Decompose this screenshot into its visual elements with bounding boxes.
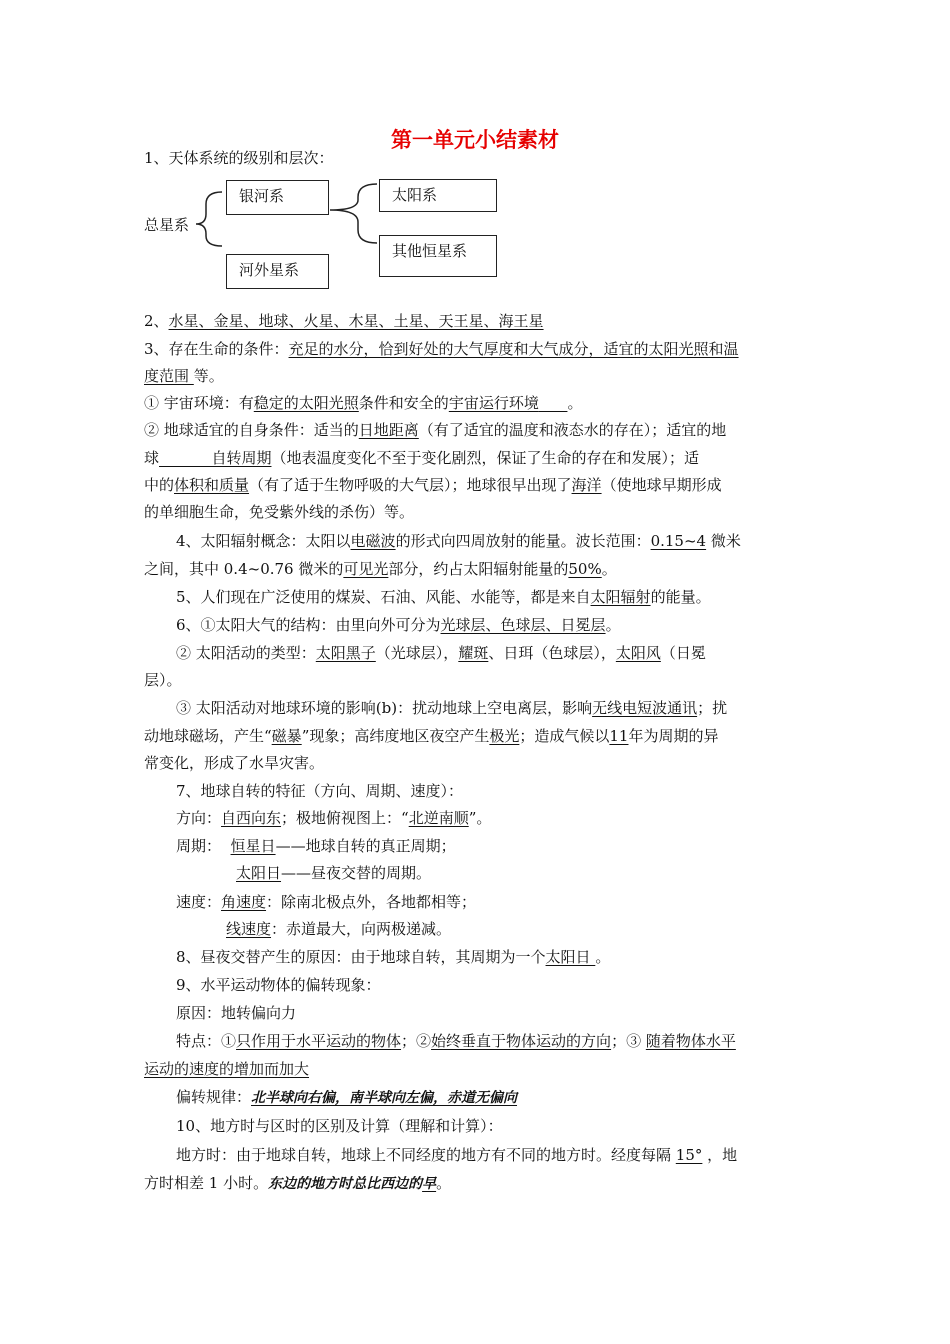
s6f: （光球层）， (375, 644, 459, 662)
d3: ；极地俯视图上：“ (281, 809, 409, 827)
s6m: ③ 太阳活动对地球环境的影响(b)：扰动地球上空电离层，影响 (176, 699, 593, 717)
v1: 速度： (176, 893, 222, 911)
section-6-line-1 (176, 615, 621, 635)
rotation-period: 自转周期 (159, 449, 272, 467)
earth-conditions-line-1 (144, 420, 726, 440)
node-milky-way: 银河系 (226, 180, 329, 215)
e3a: 中的 (144, 476, 175, 494)
features-line-1 (176, 1031, 736, 1051)
east-earlier: 东边的地方时总比西边的 (268, 1176, 423, 1192)
cause-line: 原因：地转偏向力 (176, 1004, 297, 1022)
e1c: （有了适宜的温度和液态水的存在）；适宜的地 (418, 421, 727, 439)
s4e: 微米 (706, 532, 741, 550)
node-solar-system: 太阳系 (379, 179, 497, 212)
section-6-line-4 (176, 698, 727, 718)
e2c: （地表温度变化不至于变化剧烈，保证了生命的存在和发展）；适 (271, 449, 699, 467)
u1a: ① 宇宙环境：有 (144, 394, 254, 412)
p5: ——昼夜交替的周期。 (281, 864, 432, 882)
u1c: 条件和安全的 (358, 394, 449, 412)
local-time-line-1 (176, 1145, 737, 1165)
p3: ——地球自转的真正周期； (275, 837, 456, 855)
section-3-line-2 (144, 366, 224, 386)
feature-3-cont: 运动的速度的增加而加大 (144, 1060, 310, 1078)
section-5 (176, 587, 711, 607)
s6a: 6、①太阳大气的结构：由里向外可分为 (176, 616, 441, 634)
s10d: 方时相差 1 小时。 (144, 1174, 269, 1192)
aurora: 极光 (489, 727, 520, 745)
e3c: （有了适于生物呼吸的大气层）；地球很早出现了 (249, 476, 572, 494)
sunspots: 太阳黑子 (315, 644, 376, 662)
s6d: ② 太阳活动的类型： (176, 644, 316, 662)
s6t: ；造成气候以 (519, 727, 610, 745)
s3-label: 3、存在生命的条件： (144, 340, 289, 358)
node-universe: 总星系 (144, 216, 190, 234)
volume-mass: 体积和质量 (174, 476, 250, 494)
local-time-line-2 (144, 1173, 451, 1194)
deflection-rule-line (176, 1087, 517, 1108)
cosmic-environment-line (144, 393, 582, 413)
direction-line (176, 808, 491, 828)
safe-orbit: 宇宙运行环境 (448, 394, 539, 412)
angular-velocity: 角速度 (221, 893, 267, 911)
feature-3: 随着物体水平 (645, 1032, 736, 1050)
s8c: 。 (595, 948, 611, 966)
solar-day: 太阳日 (236, 864, 282, 882)
earth-conditions-line-3 (144, 475, 722, 495)
flares: 耀斑 (458, 644, 489, 662)
period-line-2 (236, 863, 431, 883)
linear-velocity: 线速度 (226, 920, 272, 938)
s8a: 8、昼夜交替产生的原因：由于地球自转，其周期为一个 (176, 948, 546, 966)
wavelength-range: 0.15~4 (650, 532, 707, 550)
solar-radiation: 太阳辐射 (590, 588, 651, 606)
u1f: 。 (567, 394, 583, 412)
section-6-line-5 (144, 726, 719, 746)
s2-prefix: 2、 (144, 312, 169, 330)
s4c: 的形式向四周放射的能量。波长范围： (395, 532, 651, 550)
section-3-line-1 (144, 339, 739, 359)
section-1-heading: 1、天体系统的级别和层次： (144, 149, 334, 167)
features-line-2 (144, 1059, 309, 1079)
t1: 特点：① (176, 1032, 237, 1050)
west-to-east: 自西向东 (221, 809, 282, 827)
s6r: ”现象；高纬度地区夜空产生 (301, 727, 490, 745)
feature-2: 始终垂直于物体运动的方向 (431, 1032, 612, 1050)
s3-answer-cont: 度范围 (144, 367, 194, 385)
s6h: 、日珥（色球层）， (488, 644, 616, 662)
solar-wind: 太阳风 (615, 644, 661, 662)
s6w: 年为周期的异 (628, 727, 719, 745)
s4f: 之间，其中 0.4~0.76 微米的 (144, 560, 344, 578)
s4a: 4、太阳辐射概念：太阳以 (176, 532, 351, 550)
fifteen-degrees: 15° (675, 1146, 703, 1164)
eleven-years: 11 (609, 727, 629, 745)
section-6-line-6: 常变化，形成了水旱灾害。 (144, 754, 325, 772)
v3: ：除南北极点外，各地都相等； (266, 893, 477, 911)
stable-sunlight: 稳定的太阳光照 (253, 394, 359, 412)
sun-earth-distance: 日地距离 (358, 421, 419, 439)
e3e: （使地球早期形成 (601, 476, 722, 494)
section-2 (144, 311, 544, 331)
earth-conditions-line-2 (144, 448, 699, 468)
s6k: （日冕 (660, 644, 706, 662)
section-7-heading: 7、地球自转的特征（方向、周期、速度）： (176, 782, 464, 800)
s3-tail: 等。 (193, 367, 224, 385)
one-solar-day: 太阳日 (545, 948, 596, 966)
section-10-heading: 10、地方时与区时的区别及计算（理解和计算）： (176, 1117, 503, 1135)
north-ccw-south-cw: 北逆南顺 (408, 809, 469, 827)
earlier: 早 (422, 1176, 437, 1192)
planet-list: 水星、金星、地球、火星、木星、土星、天王星、海王星 (168, 312, 544, 330)
s10c: ，地 (702, 1146, 738, 1164)
radio-shortwave: 无线电短波通讯 (592, 699, 698, 717)
period-line-1 (176, 836, 456, 856)
s3-answer: 充足的水分，恰到好处的大气厚度和大气成分，适宜的太阳光照和温 (288, 340, 739, 358)
node-other-star-systems: 其他恒星系 (379, 235, 497, 277)
section-4-line-2 (144, 559, 617, 579)
s5a: 5、人们现在广泛使用的煤炭、石油、风能、水能等，都是来自 (176, 588, 591, 606)
g1: 偏转规律： (176, 1088, 252, 1106)
p1: 周期： (176, 837, 231, 855)
v5: ：赤道最大，向两极递减。 (271, 920, 452, 938)
magnetic-storm: 磁暴 (271, 727, 302, 745)
section-4-line-1 (176, 531, 741, 551)
s5c: 的能量。 (650, 588, 711, 606)
hierarchy-braces (0, 0, 950, 320)
s6o: ；扰 (697, 699, 728, 717)
fifty-percent: 50% (568, 560, 602, 578)
u1e (539, 394, 568, 412)
section-9-heading: 9、水平运动物体的偏转现象： (176, 976, 381, 994)
s10g: 。 (436, 1174, 452, 1192)
e1a: ② 地球适宜的自身条件：适当的 (144, 421, 359, 439)
t5: ；③ (611, 1032, 646, 1050)
feature-1: 只作用于水平运动的物体 (236, 1032, 402, 1050)
section-6-line-3: 层）。 (144, 671, 182, 689)
speed-line-2 (226, 919, 451, 939)
earth-conditions-line-4: 的单细胞生命，免受紫外线的杀伤）等。 (144, 503, 415, 521)
page-title: 第一单元小结素材 (391, 128, 559, 152)
solar-atmosphere-layers: 光球层、色球层、日冕层 (440, 616, 606, 634)
visible-light: 可见光 (343, 560, 389, 578)
t3: ；② (401, 1032, 432, 1050)
deflection-rule: 北半球向右偏，南半球向左偏，赤道无偏向 (251, 1090, 518, 1106)
sidereal-day: 恒星日 (230, 837, 276, 855)
speed-line-1 (176, 892, 476, 912)
s6p: 动地球磁场，产生“ (144, 727, 272, 745)
d5: ”。 (468, 809, 492, 827)
s4j: 。 (601, 560, 617, 578)
electromagnetic-wave: 电磁波 (350, 532, 396, 550)
section-6-line-2 (176, 643, 706, 663)
d1: 方向： (176, 809, 222, 827)
s4h: 部分，约占太阳辐射能量的 (388, 560, 569, 578)
section-8 (176, 947, 610, 967)
node-extragalactic: 河外星系 (226, 254, 329, 289)
e2a: 球 (144, 449, 160, 467)
ocean: 海洋 (571, 476, 602, 494)
s10a: 地方时：由于地球自转，地球上不同经度的地方有不同的地方时。经度每隔 (176, 1146, 676, 1164)
s6c: 。 (605, 616, 621, 634)
